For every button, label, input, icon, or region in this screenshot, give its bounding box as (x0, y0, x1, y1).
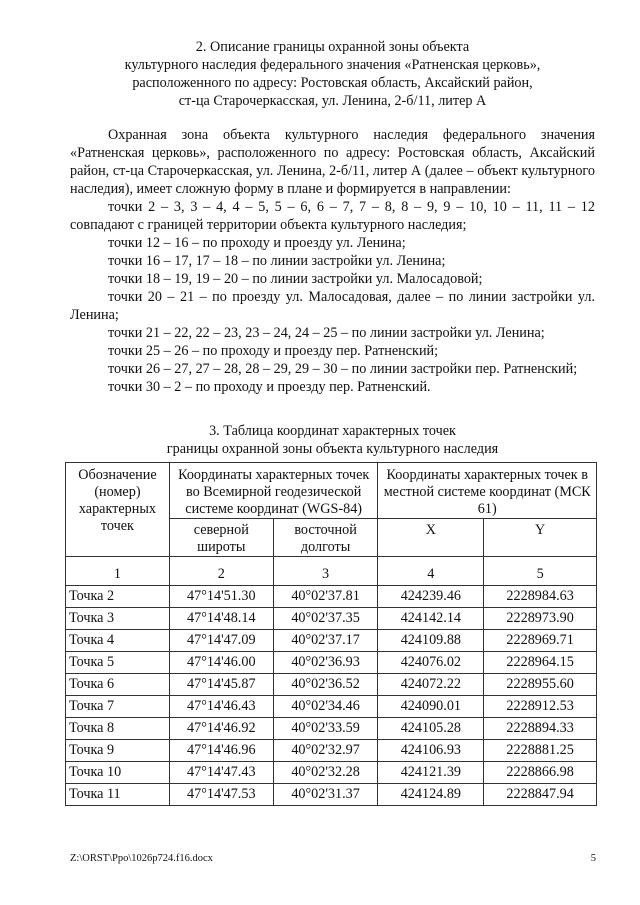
latitude-cell: 47°14'46.96 (169, 740, 273, 762)
x-cell: 424076.02 (378, 652, 484, 674)
point-name-cell: Точка 6 (66, 674, 170, 696)
latitude-cell: 47°14'47.53 (169, 784, 273, 806)
latitude-cell: 47°14'46.43 (169, 696, 273, 718)
point-name-cell: Точка 4 (66, 630, 170, 652)
y-cell: 2228969.71 (484, 630, 597, 652)
boundary-paragraph: точки 2 – 3, 3 – 4, 4 – 5, 5 – 6, 6 – 7, 7 – 8, 8 – 9, 9 – 10, 10 – 11, 11 – 12 совпадают с границей территории объекта культурного наследия; (70, 199, 595, 233)
y-cell: 2228881.25 (484, 740, 597, 762)
table-row (66, 718, 597, 740)
longitude-cell: 40°02'32.97 (273, 740, 378, 762)
section-2-title (70, 38, 595, 110)
coordinates-table (65, 462, 597, 806)
header-north-latitude: северной широты (169, 519, 273, 557)
boundary-paragraph: точки 16 – 17, 17 – 18 – по линии застройки ул. Ленина; (108, 253, 446, 269)
section-2-title-line: 2. Описание границы охранной зоны объекта (195, 39, 470, 55)
latitude-cell: 47°14'46.00 (169, 652, 273, 674)
x-cell: 424124.89 (378, 784, 484, 806)
boundary-paragraph: точки 21 – 22, 22 – 23, 23 – 24, 24 – 25 – по линии застройки ул. Ленина; (108, 325, 545, 341)
header-point: Обозначение (номер) характерных точек (66, 463, 170, 557)
longitude-cell: 40°02'33.59 (273, 718, 378, 740)
longitude-cell: 40°02'36.93 (273, 652, 378, 674)
longitude-cell: 40°02'31.37 (273, 784, 378, 806)
x-cell: 424142.14 (378, 608, 484, 630)
section-2-title-line: расположенного по адресу: Ростовская область, Аксайский район, (132, 75, 533, 91)
point-name-cell: Точка 10 (66, 762, 170, 784)
section-3-title-line: границы охранной зоны объекта культурного наследия (166, 441, 499, 457)
y-cell: 2228894.33 (484, 718, 597, 740)
column-number: 3 (273, 557, 378, 586)
column-number: 1 (66, 557, 170, 586)
point-name-cell: Точка 2 (66, 586, 170, 608)
column-number: 2 (169, 557, 273, 586)
page-number: 5 (590, 853, 596, 864)
longitude-cell: 40°02'37.81 (273, 586, 378, 608)
table-row (66, 630, 597, 652)
x-cell: 424239.46 (378, 586, 484, 608)
column-number: 5 (484, 557, 597, 586)
table-row (66, 740, 597, 762)
point-name-cell: Точка 3 (66, 608, 170, 630)
longitude-cell: 40°02'34.46 (273, 696, 378, 718)
latitude-cell: 47°14'47.09 (169, 630, 273, 652)
table-row (66, 784, 597, 806)
point-name-cell: Точка 5 (66, 652, 170, 674)
header-east-longitude: восточной долготы (273, 519, 378, 557)
section-2-title-line: ст-ца Старочеркасская, ул. Ленина, 2-б/11, литер А (178, 93, 487, 109)
section-3-title (70, 422, 595, 458)
latitude-cell: 47°14'48.14 (169, 608, 273, 630)
latitude-cell: 47°14'51.30 (169, 586, 273, 608)
header-wgs84: Координаты характерных точек во Всемирной геодезической системе координат (WGS-84) (169, 463, 378, 519)
x-cell: 424109.88 (378, 630, 484, 652)
latitude-cell: 47°14'47.43 (169, 762, 273, 784)
x-cell: 424090.01 (378, 696, 484, 718)
table-row (66, 696, 597, 718)
boundary-paragraph: точки 18 – 19, 19 – 20 – по линии застройки ул. Малосадовой; (108, 271, 483, 287)
x-cell: 424121.39 (378, 762, 484, 784)
y-cell: 2228955.60 (484, 674, 597, 696)
y-cell: 2228866.98 (484, 762, 597, 784)
boundary-paragraph: точки 26 – 27, 27 – 28, 28 – 29, 29 – 30 – по линии застройки пер. Ратненский; (108, 361, 578, 377)
longitude-cell: 40°02'37.17 (273, 630, 378, 652)
header-x: X (378, 519, 484, 557)
longitude-cell: 40°02'36.52 (273, 674, 378, 696)
y-cell: 2228847.94 (484, 784, 597, 806)
boundary-paragraph: точки 30 – 2 – по проходу и проезду пер. Ратненский. (108, 379, 431, 395)
longitude-cell: 40°02'37.35 (273, 608, 378, 630)
section-2-body (70, 126, 595, 396)
longitude-cell: 40°02'32.28 (273, 762, 378, 784)
latitude-cell: 47°14'45.87 (169, 674, 273, 696)
x-cell: 424072.22 (378, 674, 484, 696)
y-cell: 2228984.63 (484, 586, 597, 608)
intro-paragraph: Охранная зона объекта культурного наследия федерального значения «Ратненская церковь», расположенного по адресу: Ростовская область, Аксайский район, ст-ца Старочеркасская, ул. Ленина, 2-б/11, литер А (далее – объект культурного наследия), имеет сложную форму в плане и формируется в направлении: (70, 127, 595, 197)
table-row (66, 652, 597, 674)
y-cell: 2228973.90 (484, 608, 597, 630)
table-row (66, 586, 597, 608)
section-2-title-line: культурного наследия федерального значения «Ратненская церковь», (124, 57, 541, 73)
table-row (66, 608, 597, 630)
point-name-cell: Точка 9 (66, 740, 170, 762)
point-name-cell: Точка 7 (66, 696, 170, 718)
latitude-cell: 47°14'46.92 (169, 718, 273, 740)
section-3-title-line: 3. Таблица координат характерных точек (209, 423, 456, 439)
x-cell: 424106.93 (378, 740, 484, 762)
point-name-cell: Точка 8 (66, 718, 170, 740)
boundary-paragraph: точки 25 – 26 – по проходу и проезду пер. Ратненский; (108, 343, 439, 359)
header-local-msk61: Координаты характерных точек в местной системе координат (МСК 61) (378, 463, 597, 519)
header-y: Y (484, 519, 597, 557)
boundary-paragraph: точки 20 – 21 – по проезду ул. Малосадовая, далее – по линии застройки ул. Ленина; (70, 289, 595, 323)
column-number: 4 (378, 557, 484, 586)
table-row (66, 762, 597, 784)
point-name-cell: Точка 11 (66, 784, 170, 806)
table-row (66, 674, 597, 696)
boundary-paragraph: точки 12 – 16 – по проходу и проезду ул. Ленина; (108, 235, 406, 251)
y-cell: 2228964.15 (484, 652, 597, 674)
footer-file-path: Z:\ORST\Ppo\1026p724.f16.docx (70, 853, 213, 864)
x-cell: 424105.28 (378, 718, 484, 740)
y-cell: 2228912.53 (484, 696, 597, 718)
